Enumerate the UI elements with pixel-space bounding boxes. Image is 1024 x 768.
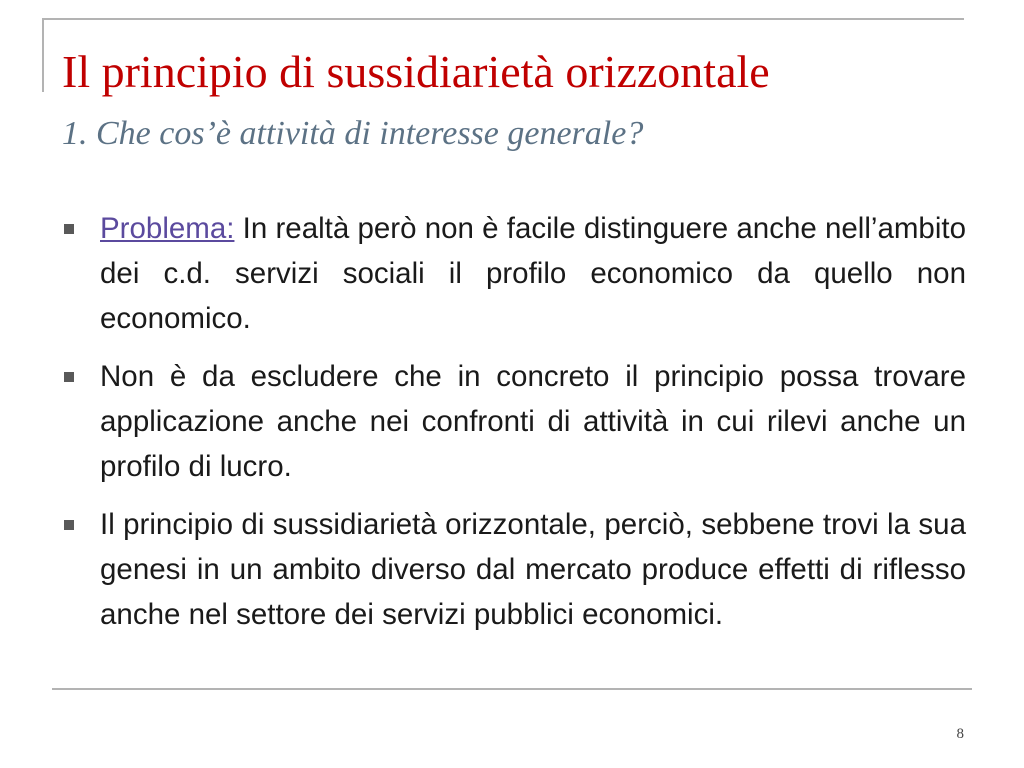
bullet-text: Il principio di sussidiarietà orizzontale, perciò, sebbene trovi la sua genesi in un ambito diverso dal mercato produce effetti di riflesso anche nel settore dei servizi pubblici economici.: [100, 508, 966, 631]
bullet-text: Non è da escludere che in concreto il principio possa trovare applicazione anche nei confronti di attività in cui rilevi anche un profilo di lucro.: [100, 360, 966, 483]
bullet-item-effects: [62, 502, 966, 637]
page-number: 8: [956, 726, 964, 742]
slide-subtitle: 1. Che cos’è attività di interesse generale?: [62, 115, 644, 152]
square-bullet-icon: [64, 520, 74, 530]
frame-left-line: [42, 18, 44, 92]
bullet-list: [62, 206, 966, 650]
square-bullet-icon: [64, 372, 74, 382]
bullet-item-profit: [62, 354, 966, 489]
square-bullet-icon: [64, 224, 74, 234]
frame-bottom-line: [52, 688, 972, 690]
frame-top-line: [42, 18, 964, 20]
problema-link[interactable]: Problema:: [100, 212, 235, 245]
bullet-item-problem: [62, 206, 966, 341]
bullet-text: In realtà però non è facile distinguere anche nell’ambito dei c.d. servizi sociali il profilo economico da quello non economico.: [100, 212, 966, 335]
slide-title: Il principio di sussidiarietà orizzontale: [62, 46, 770, 97]
